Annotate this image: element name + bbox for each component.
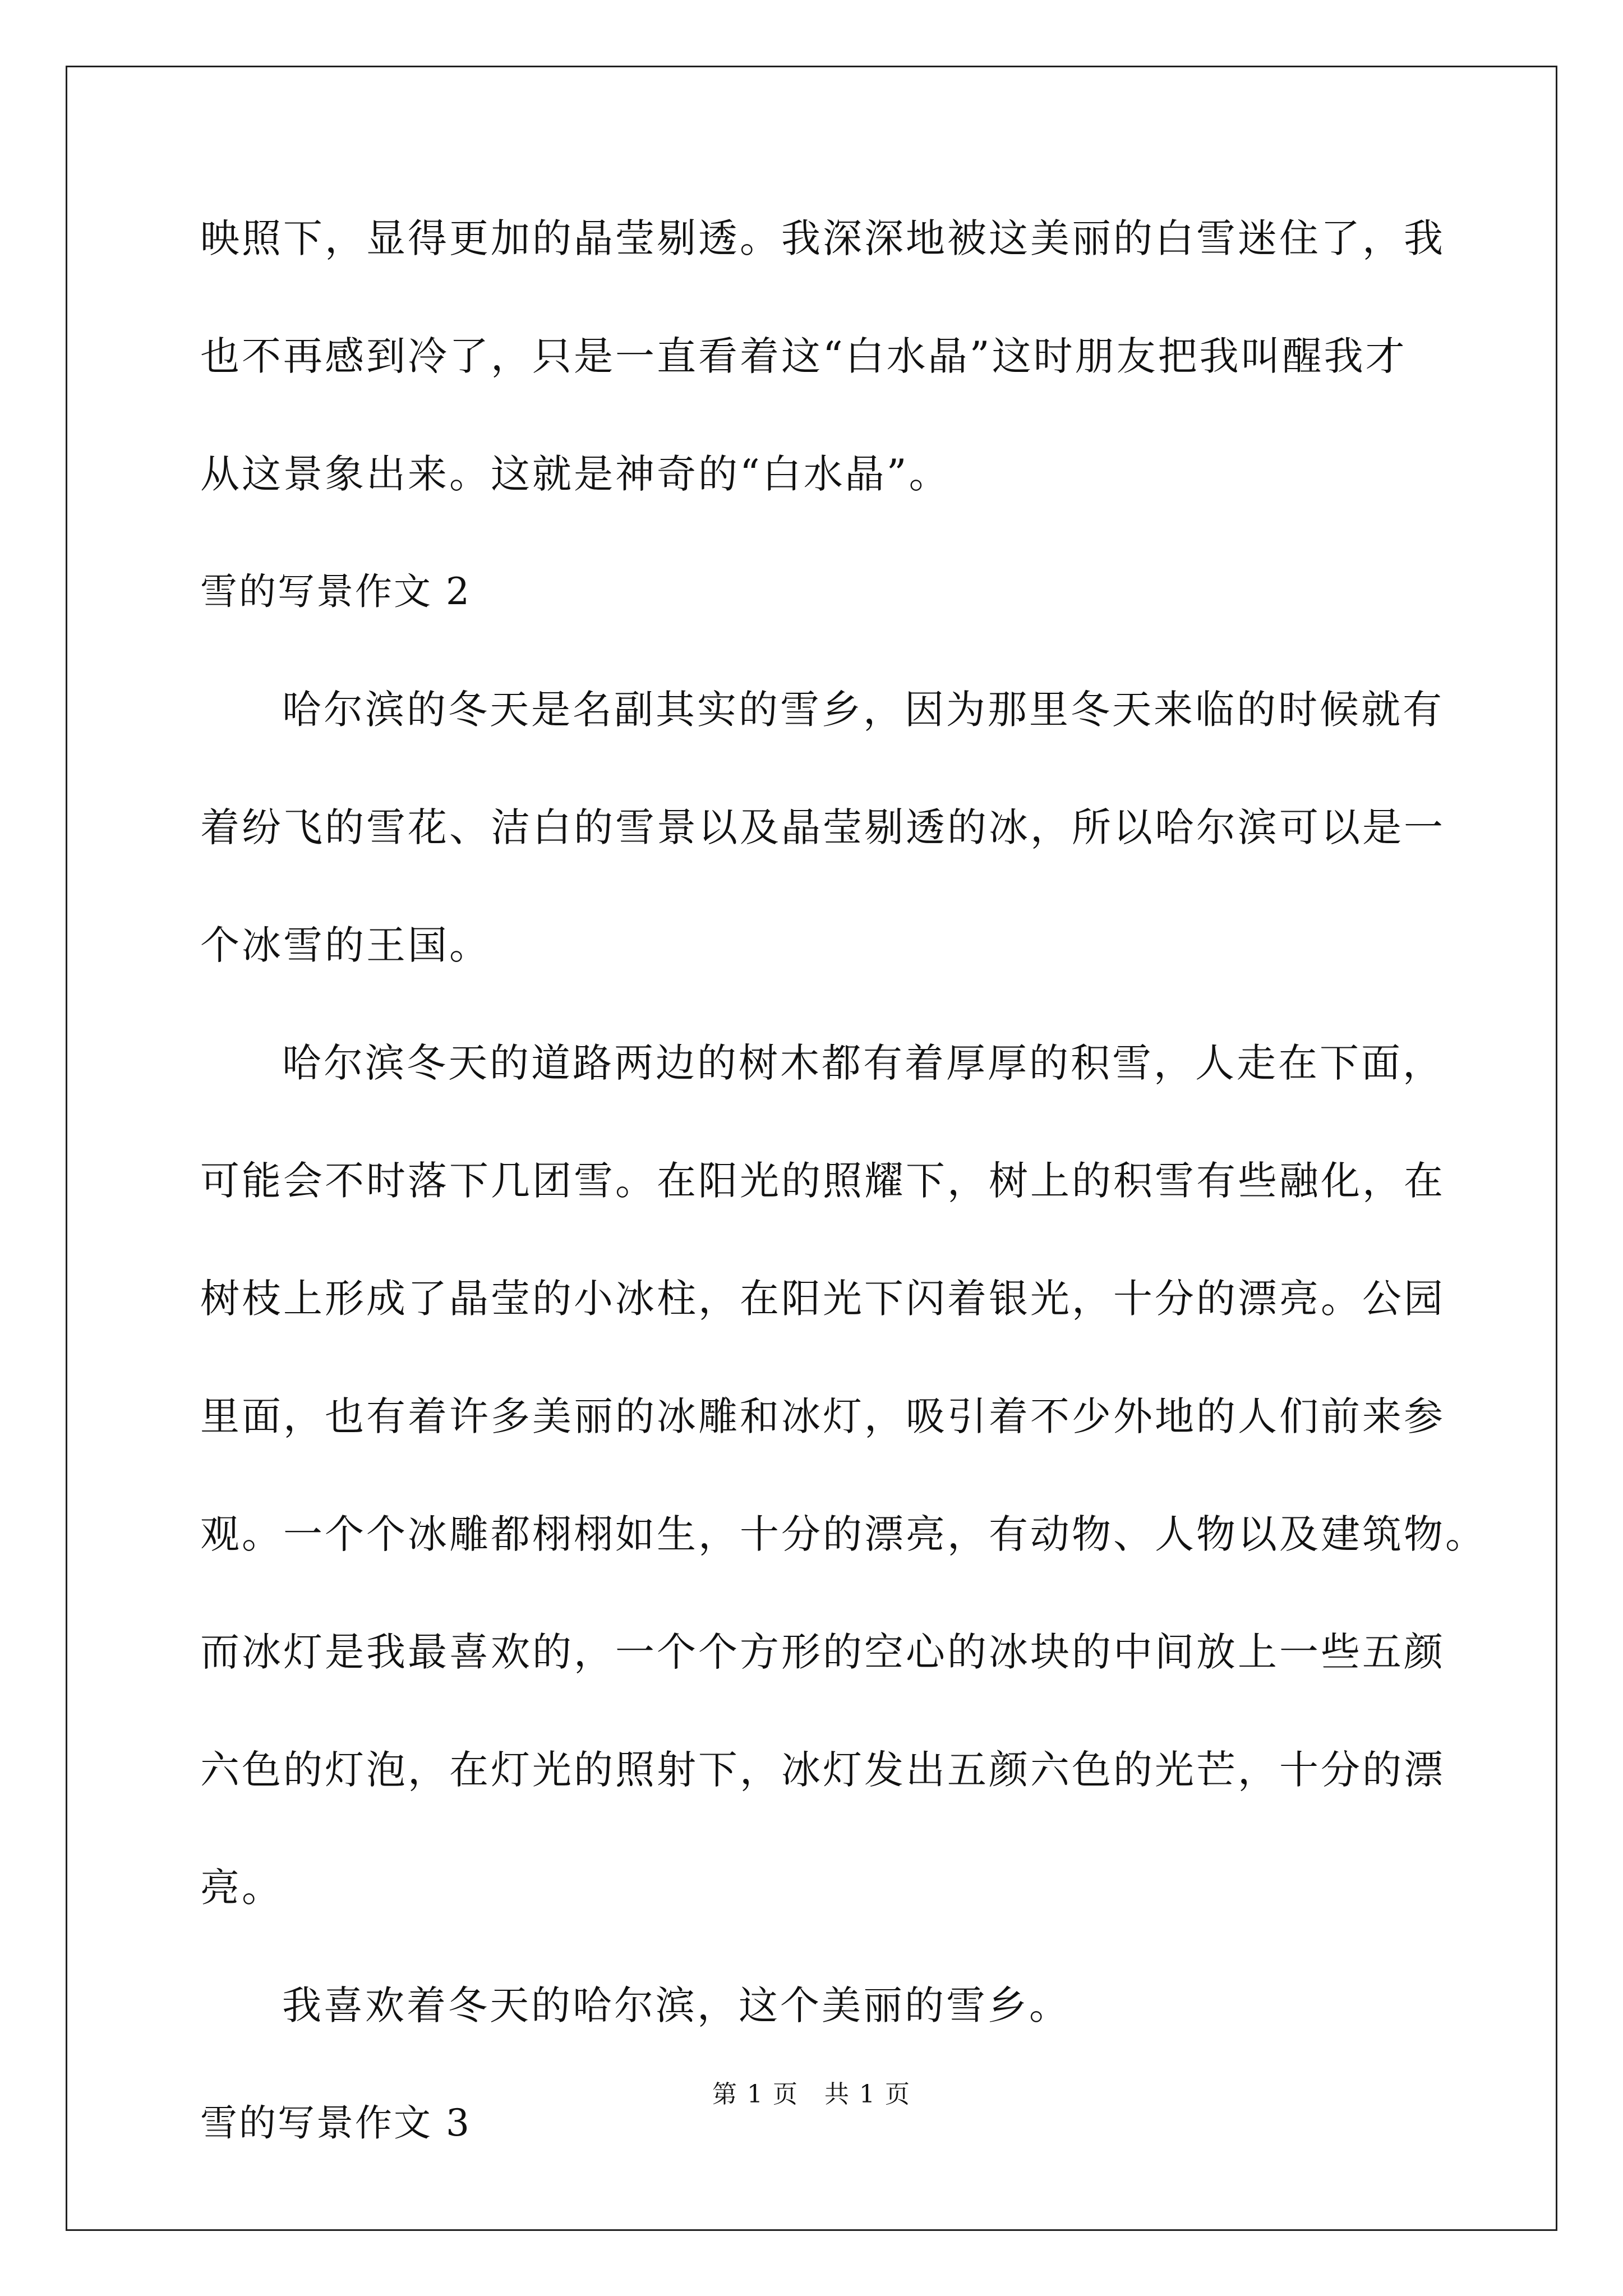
text-line: 着纷飞的雪花、洁白的雪景以及晶莹剔透的冰，所以哈尔滨可以是一 xyxy=(200,804,1445,850)
text-line: 我喜欢着冬天的哈尔滨，这个美丽的雪乡。 xyxy=(282,1982,1071,2028)
page-footer: 第 1 页 共 1 页 xyxy=(712,2080,911,2109)
text-line: 而冰灯是我最喜欢的，一个个方形的空心的冰块的中间放上一些五颜 xyxy=(200,1629,1445,1675)
text-line: 个冰雪的王国。 xyxy=(200,922,491,968)
text-line: 六色的灯泡，在灯光的照射下，冰灯发出五颜六色的光芒，十分的漂 xyxy=(200,1747,1445,1793)
section-heading: 雪的写景作文 3 xyxy=(200,2101,471,2145)
text-line: 可能会不时落下几团雪。在阳光的照耀下，树上的积雪有些融化，在 xyxy=(200,1158,1445,1204)
text-line: 哈尔滨冬天的道路两边的树木都有着厚厚的积雪，人走在下面， xyxy=(282,1040,1444,1086)
text-line: 映照下，显得更加的晶莹剔透。我深深地被这美丽的白雪迷住了，我 xyxy=(200,215,1445,261)
text-line: 树枝上形成了晶莹的小冰柱，在阳光下闪着银光，十分的漂亮。公园 xyxy=(200,1276,1445,1322)
page-border xyxy=(66,66,1557,2231)
text-line: 哈尔滨的冬天是名副其实的雪乡，因为那里冬天来临的时候就有 xyxy=(282,687,1444,733)
text-line: 也不再感到冷了，只是一直看着这“白水晶”这时朋友把我叫醒我才 xyxy=(200,333,1407,379)
text-line: 从这景象出来。这就是神奇的“白水晶”。 xyxy=(200,451,951,497)
section-heading: 雪的写景作文 2 xyxy=(200,570,471,613)
text-line: 亮。 xyxy=(200,1865,283,1911)
text-line: 里面，也有着许多美丽的冰雕和冰灯，吸引着不少外地的人们前来参 xyxy=(200,1393,1445,1439)
text-line: 观。一个个冰雕都栩栩如生，十分的漂亮，有动物、人物以及建筑物。 xyxy=(200,1511,1487,1557)
